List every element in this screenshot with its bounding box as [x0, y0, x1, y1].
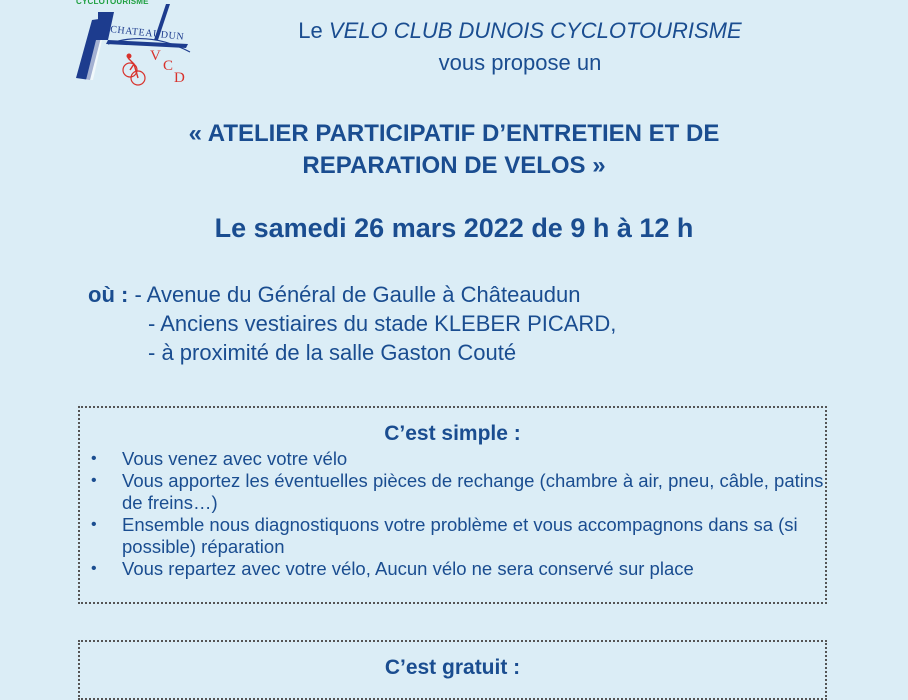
event-title-line2: REPARATION DE VELOS » — [302, 152, 606, 179]
simple-box-list — [80, 448, 825, 580]
list-item: • Vous apportez les éventuelles pièces de rechange (chambre à air, pneu, câble, patins de freins…) — [86, 470, 825, 514]
logo-top-text: CYCLOTOURISME — [76, 0, 149, 6]
list-item: • Vous venez avec votre vélo — [86, 448, 825, 470]
logo-letter-c: C — [163, 58, 174, 74]
location-line-2: - Anciens vestiaires du stade KLEBER PICARD, — [148, 311, 617, 336]
simple-info-box — [78, 406, 827, 604]
header-propose-line: vous propose un — [438, 50, 602, 75]
club-name: VELO CLUB DUNOIS CYCLOTOURISME — [328, 18, 742, 43]
header-club-line — [0, 18, 908, 44]
location-line-3: - à proximité de la salle Gaston Couté — [148, 340, 517, 365]
logo-city: CHATEAUDUN — [109, 24, 185, 43]
location-address: - Avenue du Général de Gaulle à Châteaudun — [134, 282, 581, 307]
header-prefix: Le — [298, 18, 329, 43]
event-title — [0, 118, 908, 182]
location-label: où : — [88, 282, 129, 307]
logo-letter-d: D — [174, 70, 185, 86]
event-location — [88, 280, 616, 367]
logo-letter-v: V — [150, 48, 161, 64]
simple-box-title: C’est simple : — [384, 422, 521, 445]
list-item: • Ensemble nous diagnostiquons votre problème et vous accompagnons dans sa (si possible) réparation — [86, 514, 825, 558]
list-item: • Vous repartez avec votre vélo, Aucun vélo ne sera conservé sur place — [86, 558, 825, 580]
location-line-1 — [88, 280, 616, 309]
event-title-line1: « ATELIER PARTICIPATIF D’ENTRETIEN ET DE — [188, 120, 720, 147]
free-info-box — [78, 640, 827, 700]
free-box-title: C’est gratuit : — [384, 656, 521, 679]
event-date: Le samedi 26 mars 2022 de 9 h à 12 h — [214, 213, 694, 243]
club-logo — [68, 0, 200, 92]
